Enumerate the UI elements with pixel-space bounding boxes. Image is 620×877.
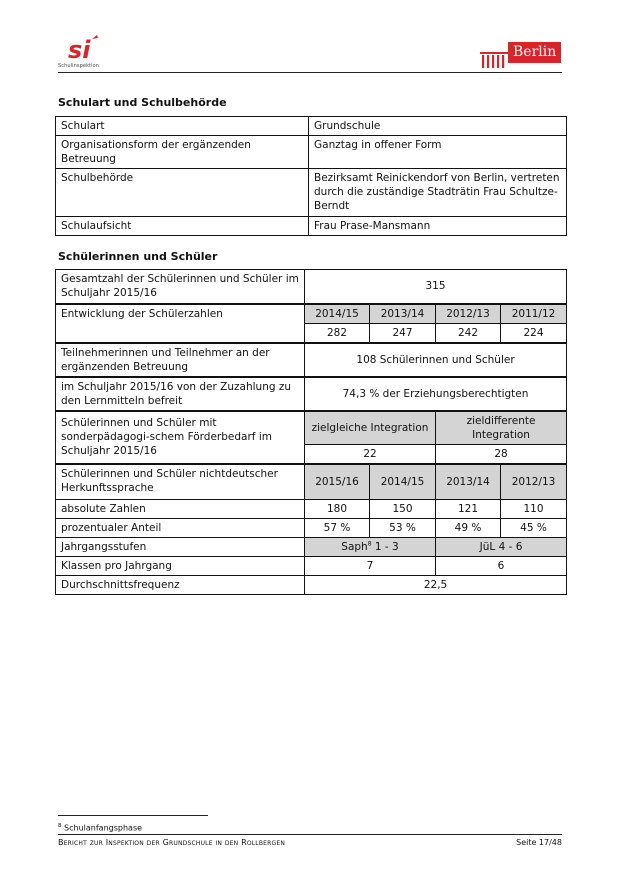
section-title-schulart: Schulart und Schulbehörde xyxy=(58,96,227,109)
footnote-divider xyxy=(58,815,208,816)
table-row xyxy=(56,217,567,236)
foerder-value: 28 xyxy=(436,444,567,464)
table-row xyxy=(56,500,567,519)
table-row xyxy=(56,464,567,500)
abs-label: absolute Zahlen xyxy=(56,500,305,519)
table-row xyxy=(56,411,567,445)
table-row xyxy=(56,136,567,169)
value-cell: 224 xyxy=(501,323,567,343)
value-cell: 45 % xyxy=(501,519,567,538)
frequenz-value: 22,5 xyxy=(305,576,567,595)
value-cell: 121 xyxy=(436,500,501,519)
berlin-wordmark: Berlin xyxy=(508,42,561,63)
table-row xyxy=(56,117,567,136)
jahrgang-jul: JüL 4 - 6 xyxy=(436,538,567,557)
foerder-head: zielgleiche Integration xyxy=(305,411,436,445)
value-cell: 282 xyxy=(305,323,370,343)
page-number: Seite 17/48 xyxy=(516,838,562,847)
row-label: Schulbehörde xyxy=(56,169,309,217)
berlin-logo xyxy=(480,42,562,68)
schueler-table xyxy=(55,269,567,595)
value-cell: 49 % xyxy=(436,519,501,538)
betreuung-value: 108 Schülerinnen und Schüler xyxy=(305,343,567,377)
year-cell: 2013/14 xyxy=(436,464,501,500)
section-title-schueler: Schülerinnen und Schüler xyxy=(58,250,218,263)
row-value: Bezirksamt Reinickendorf von Berlin, vertreten durch die zuständige Stadträtin Frau Schultze-Berndt xyxy=(309,169,567,217)
schulart-table xyxy=(55,116,567,236)
value-cell: 242 xyxy=(436,323,501,343)
betreuung-label: Teilnehmerinnen und Teilnehmer an der ergänzenden Betreuung xyxy=(56,343,305,377)
saph-range: 1 - 3 xyxy=(371,541,399,553)
year-cell: 2012/13 xyxy=(436,304,501,324)
foerder-head: zieldifferente Integration xyxy=(436,411,567,445)
brandenburg-gate-icon xyxy=(480,46,510,68)
klassen-value: 6 xyxy=(436,557,567,576)
table-row xyxy=(56,576,567,595)
footer-divider xyxy=(58,834,562,835)
year-cell: 2012/13 xyxy=(501,464,567,500)
klassen-value: 7 xyxy=(305,557,436,576)
year-cell: 2015/16 xyxy=(305,464,370,500)
table-row xyxy=(56,557,567,576)
row-label: Schulaufsicht xyxy=(56,217,309,236)
value-cell: 150 xyxy=(370,500,436,519)
logo-caption: Schulinspektion xyxy=(58,63,100,69)
frequenz-label: Durchschnittsfrequenz xyxy=(56,576,305,595)
footnote-number: 8 xyxy=(58,823,62,829)
row-value: Frau Prase-Mansmann xyxy=(309,217,567,236)
svg-text:si: si xyxy=(68,36,91,64)
foerder-label: Schülerinnen und Schüler mit sonderpädagogi-schem Förderbedarf im Schuljahr 2015/16 xyxy=(56,411,305,464)
zuzahlung-value: 74,3 % der Erziehungsberechtigten xyxy=(305,377,567,411)
klassen-label: Klassen pro Jahrgang xyxy=(56,557,305,576)
value-cell: 57 % xyxy=(305,519,370,538)
footnote xyxy=(58,823,142,833)
footnote-text: Schulanfangsphase xyxy=(64,823,143,833)
schulinspektion-logo xyxy=(58,34,118,74)
jahrgang-label: Jahrgangsstufen xyxy=(56,538,305,557)
saph-text: Saph xyxy=(341,541,368,553)
total-label: Gesamtzahl der Schülerinnen und Schüler im Schuljahr 2015/16 xyxy=(56,270,305,304)
herkunft-label: Schülerinnen und Schüler nichtdeutscher Herkunftssprache xyxy=(56,464,305,500)
year-cell: 2013/14 xyxy=(370,304,436,324)
value-cell: 247 xyxy=(370,323,436,343)
table-row xyxy=(56,270,567,304)
header-divider xyxy=(58,72,562,73)
table-row xyxy=(56,538,567,557)
foerder-value: 22 xyxy=(305,444,436,464)
jahrgang-saph xyxy=(305,538,436,557)
row-label: Organisationsform der ergänzenden Betreuung xyxy=(56,136,309,169)
row-value: Ganztag in offener Form xyxy=(309,136,567,169)
footnote-ref: 8 xyxy=(367,540,372,548)
year-cell: 2011/12 xyxy=(501,304,567,324)
zuzahlung-label: im Schuljahr 2015/16 von der Zuzahlung zu den Lernmitteln befreit xyxy=(56,377,305,411)
year-cell: 2014/15 xyxy=(305,304,370,324)
year-cell: 2014/15 xyxy=(370,464,436,500)
table-row xyxy=(56,519,567,538)
table-row xyxy=(56,169,567,217)
table-row xyxy=(56,343,567,377)
table-row xyxy=(56,304,567,324)
entwicklung-label: Entwicklung der Schülerzahlen xyxy=(56,304,305,343)
table-row xyxy=(56,377,567,411)
footer-report-title: Bericht zur Inspektion der Grundschule in den Rollbergen xyxy=(58,838,286,847)
value-cell: 110 xyxy=(501,500,567,519)
si-logo-icon xyxy=(66,34,100,64)
pct-label: prozentualer Anteil xyxy=(56,519,305,538)
row-value: Grundschule xyxy=(309,117,567,136)
value-cell: 180 xyxy=(305,500,370,519)
value-cell: 53 % xyxy=(370,519,436,538)
row-label: Schulart xyxy=(56,117,309,136)
total-value: 315 xyxy=(305,270,567,304)
